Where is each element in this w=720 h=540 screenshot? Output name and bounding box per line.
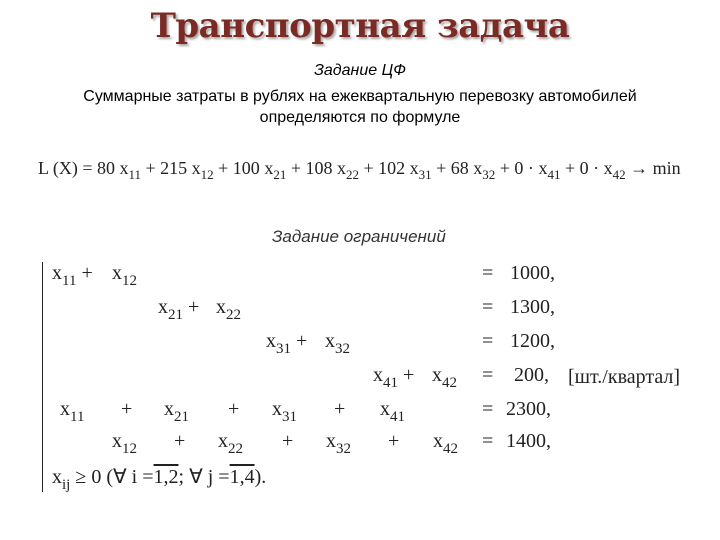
constraint-rhs: 1200, [510, 330, 555, 352]
objective-term: + 68 $x_{32}$ [436, 158, 496, 182]
objective-term: + 215 $x_{12}$ [145, 158, 214, 182]
constraint-var: $x_{12}$ [112, 262, 137, 289]
constraint-plus: + [334, 398, 346, 420]
nonnegativity-condition: $x_{ij} \ge 0$ (∀ i =1,2; ∀ j =1,4). [52, 466, 267, 493]
constraint-eq: = [482, 262, 494, 284]
slide-title: Транспортная задача [150, 6, 570, 46]
constraint-rhs: 2300, [506, 398, 551, 420]
constraint-eq: = [482, 398, 494, 420]
constraint-rhs: 1000, [510, 262, 555, 284]
constraint-var: $x_{32}$ [325, 330, 350, 357]
objective-term: + 108 $x_{22}$ [290, 158, 359, 182]
description-text: Суммарные затраты в рублях на ежеквартальную перевозку автомобилей определяются по формуле [83, 88, 637, 126]
constraint-plus: + [228, 398, 240, 420]
constraint-var: $x_{31}$ [272, 398, 297, 425]
constraint-rhs: 200, [514, 364, 549, 386]
constraint-plus: + [121, 398, 133, 420]
constraints-heading: Задание ограничений [272, 227, 446, 246]
constraint-var: $x_{21}$ [164, 398, 189, 425]
objective-term: + 102 $x_{31}$ [363, 158, 432, 182]
objective-term: + $0 \cdot x_{41}$ [499, 158, 561, 182]
system-brace [42, 262, 53, 492]
constraint-plus: + [388, 430, 400, 452]
constraint-rhs: 1400, [506, 430, 551, 452]
unit-note: [шт./квартал] [568, 366, 681, 388]
constraint-var: $x_{42}$ [433, 430, 458, 457]
constraint-eq: = [482, 430, 494, 452]
constraint-var: $x_{22}$ [216, 296, 241, 323]
constraint-var: $x_{21}$ + [158, 296, 200, 323]
objective-heading: Задание ЦФ [314, 62, 406, 79]
constraint-var: $x_{41}$ + [373, 364, 415, 391]
constraint-var: $x_{12}$ [112, 430, 137, 457]
constraint-var: $x_{32}$ [326, 430, 351, 457]
objective-term: + $0 \cdot x_{42}$ [564, 158, 626, 182]
constraint-var: $x_{31}$ + [266, 330, 308, 357]
constraint-var: $x_{11}$ [60, 398, 85, 425]
constraint-var: $x_{42}$ [432, 364, 457, 391]
constraint-eq: = [482, 296, 494, 318]
objective-term: 80 $x_{11}$ [96, 158, 141, 182]
objective-term: + 100 $x_{21}$ [218, 158, 287, 182]
objective-goal: → min [630, 158, 681, 178]
objective-lhs: L (X) = [38, 158, 93, 178]
constraint-var: $x_{41}$ [380, 398, 405, 425]
constraint-plus: + [174, 430, 186, 452]
constraint-plus: + [282, 430, 294, 452]
constraint-rhs: 1300, [510, 296, 555, 318]
objective-function [38, 158, 681, 183]
constraint-eq: = [482, 364, 494, 386]
constraint-eq: = [482, 330, 494, 352]
constraint-var: $x_{22}$ [218, 430, 243, 457]
constraint-var: $x_{11}$ + [52, 262, 93, 289]
